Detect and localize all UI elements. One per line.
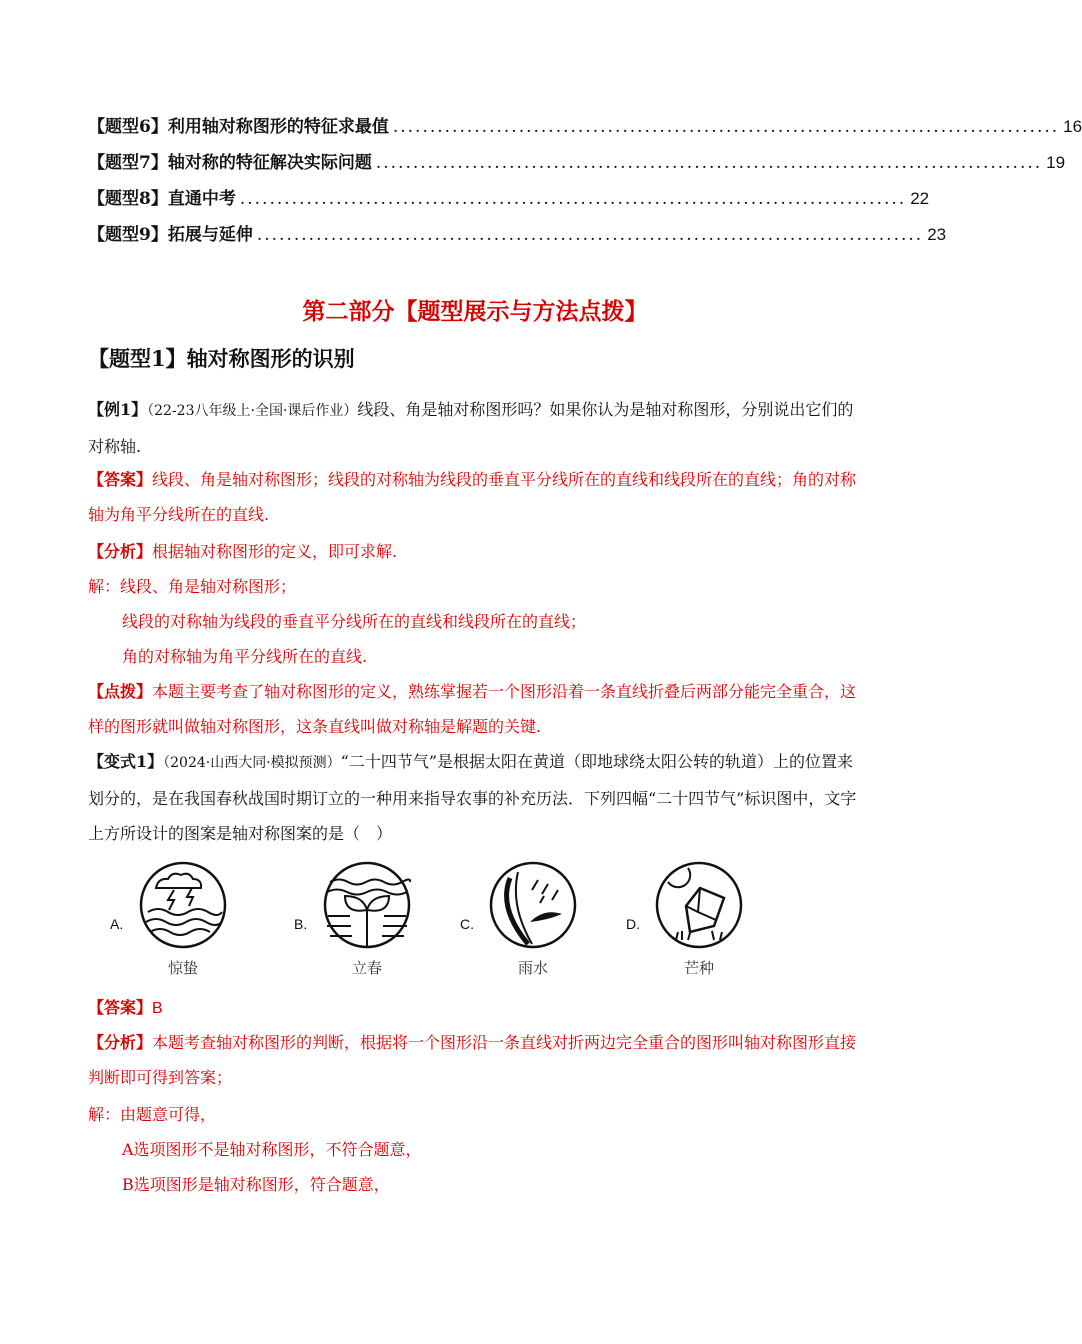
example-tag: 【例1】	[88, 400, 148, 419]
toc-item-page: 19	[1046, 153, 1066, 172]
toc-item-title: 【题型7】轴对称的特征解决实际问题	[88, 153, 372, 173]
tip-text: 本题主要考查了轴对称图形的定义，熟练掌握若一个图形沿着一条直线折叠后两部分能完全重合，这样的图形就叫做轴对称图形，这条直线叫做对称轴是解题的关键.	[88, 682, 857, 736]
solution-line: 解：线段、角是轴对称图形；	[88, 577, 297, 596]
section-title: 【题型1】轴对称图形的识别	[88, 346, 355, 371]
solution-line: 角的对称轴为角平分线所在的直线.	[122, 647, 368, 666]
answer-tag: 【答案】	[88, 998, 153, 1017]
toc-leader: ..........................................................................................	[239, 189, 907, 209]
variant-tag: 【变式1】	[88, 752, 164, 771]
toc-item-title: 【题型8】直通中考	[88, 189, 236, 209]
answer-tag: 【答案】	[88, 470, 153, 489]
option-d[interactable]	[626, 860, 756, 985]
option-letter: B.	[294, 916, 308, 932]
example-analysis	[88, 534, 866, 569]
toc-item-page: 16	[1063, 117, 1082, 136]
solution-line: B选项图形是轴对称图形，符合题意，	[122, 1175, 390, 1194]
variant-question	[88, 744, 866, 851]
answer-text: B	[152, 1000, 163, 1017]
option-caption: 立春	[351, 959, 382, 977]
option-caption: 惊蛰	[167, 959, 198, 977]
option-a[interactable]	[110, 860, 240, 985]
option-c[interactable]	[460, 860, 590, 985]
option-caption: 雨水	[517, 959, 548, 977]
toc-item[interactable]	[88, 184, 930, 220]
answer-text: 线段、角是轴对称图形；线段的对称轴为线段的垂直平分线所在的直线和线段所在的直线；角的对称轴为角平分线所在的直线.	[88, 470, 857, 524]
example-source: （22-23八年级上·全国·课后作业）	[147, 403, 358, 419]
rain-grass-icon	[488, 860, 578, 950]
toc-item[interactable]	[88, 112, 1082, 148]
example-question	[88, 392, 866, 464]
toc-item[interactable]	[88, 148, 1066, 184]
analysis-text: 本题考查轴对称图形的判断，根据将一个图形沿一条直线对折两边完全重合的图形叫轴对称图形直接判断即可得到答案；	[88, 1033, 857, 1087]
option-caption: 芒种	[683, 959, 714, 977]
variant-analysis	[88, 1025, 866, 1095]
solution-line: 线段的对称轴为线段的垂直平分线所在的直线和线段所在的直线；	[122, 612, 587, 631]
table-of-contents	[88, 112, 1082, 256]
example-answer	[88, 462, 866, 532]
solution-line: 解：由题意可得，	[88, 1105, 217, 1124]
example-tip	[88, 674, 866, 744]
toc-item-page: 22	[910, 189, 930, 208]
option-letter: C.	[460, 916, 474, 932]
variant-answer	[88, 990, 866, 1026]
option-letter: D.	[626, 916, 640, 932]
toc-leader: ..........................................................................................	[256, 225, 924, 245]
analysis-tag: 【分析】	[88, 1033, 153, 1052]
toc-item-title: 【题型9】拓展与延伸	[88, 225, 253, 245]
toc-item[interactable]	[88, 220, 947, 256]
sun-leaf-icon	[654, 860, 744, 950]
toc-leader: ..........................................................................................	[392, 117, 1060, 137]
option-b[interactable]	[294, 860, 424, 985]
analysis-tag: 【分析】	[88, 542, 153, 561]
example-question-text: 线段、角是轴对称图形吗？如果你认为是轴对称图形，分别说出它们的对称轴.	[88, 400, 854, 456]
analysis-text: 根据轴对称图形的定义，即可求解.	[152, 542, 398, 561]
sprout-icon	[322, 860, 412, 950]
thunder-cloud-icon	[138, 860, 228, 950]
option-letter: A.	[110, 916, 124, 932]
toc-item-title: 【题型6】利用轴对称图形的特征求最值	[88, 117, 389, 137]
toc-item-page: 23	[927, 225, 947, 244]
tip-tag: 【点拨】	[88, 682, 153, 701]
toc-leader: ..........................................................................................	[375, 153, 1043, 173]
variant-question-text: “二十四节气”是根据太阳在黄道（即地球绕太阳公转的轨道）上的位置来划分的，是在我国春秋战国时期订立的一种用来指导农事的补充历法．下列四幅“二十四节气”标识图中，文字上方所设计的图案是轴对称图案的是（ ）	[88, 752, 857, 843]
part-title: 第二部分【题型展示与方法点拨】	[302, 298, 648, 325]
solution-line: A选项图形不是轴对称图形，不符合题意，	[122, 1140, 422, 1159]
variant-source: （2024·山西大同·模拟预测）	[163, 755, 341, 771]
